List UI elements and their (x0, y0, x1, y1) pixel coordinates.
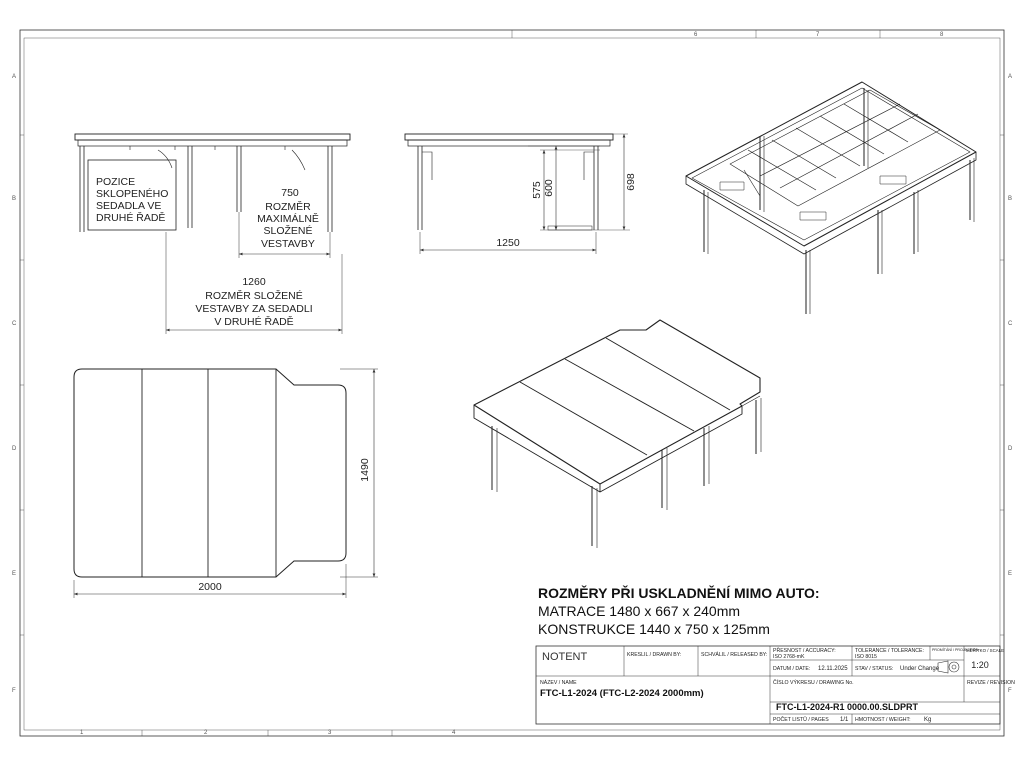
zone-col-2: 2 (204, 730, 208, 736)
dimension-750-label-2: MAXIMÁLNĚ (257, 213, 319, 225)
seat-note-line-2: SKLOPENÉHO (96, 188, 169, 200)
zone-col-8: 8 (940, 32, 944, 38)
accuracy-label: PŘESNOST / ACCURACY: (773, 648, 836, 654)
company-name: NOTENT (542, 651, 588, 663)
dimension-1260-label-3: V DRUHÉ ŘADĚ (214, 316, 294, 328)
zone-row-d-right: D (1008, 446, 1013, 452)
name-value: FTC-L1-2024 (FTC-L2-2024 2000mm) (540, 688, 704, 699)
drawing-no-value: FTC-L1-2024-R1 0000.00.SLDPRT (776, 702, 919, 712)
weight-value: Kg (924, 717, 932, 723)
zone-row-e-right: E (1008, 571, 1013, 577)
seat-note-line-1: POZICE (96, 176, 136, 188)
scale-label: MĚŘÍTKO / SCALE (966, 648, 1005, 653)
dimension-750 (239, 187, 330, 258)
zone-col-6: 6 (694, 32, 698, 38)
accuracy-value: ISO 2768-mK (773, 654, 805, 660)
name-label: NÁZEV / NAME (540, 680, 577, 686)
status-value: Under Change (900, 666, 940, 672)
top-view (74, 369, 378, 598)
dimension-2000-value: 2000 (198, 581, 222, 593)
pages-label: POČET LISTŮ / PAGES (773, 717, 829, 723)
storage-notes (538, 584, 820, 637)
zone-row-d: D (12, 446, 17, 452)
title-block-text (540, 646, 1015, 723)
pages-value: 1/1 (840, 717, 849, 723)
side-view-dimensions (420, 134, 637, 254)
side-view (405, 134, 613, 230)
dimension-1260 (166, 232, 342, 334)
projection-label: PROMÍTÁNÍ / PROJECTION (932, 648, 979, 652)
zone-row-a: A (12, 74, 17, 80)
dimension-1260-label-2: VESTAVBY ZA SEDADLI (195, 303, 313, 315)
seat-note-line-3: SEDADLA VE (96, 200, 162, 212)
dimension-750-label-4: VESTAVBY (261, 238, 315, 250)
drawing-no-label: ČÍSLO VÝKRESU / DRAWING No. (773, 680, 854, 686)
zone-row-b-right: B (1008, 196, 1013, 202)
scale-value: 1:20 (971, 660, 989, 670)
dimension-1260-label-1: ROZMĚR SLOŽENÉ (205, 290, 303, 302)
tolerance-label: TOLERANCE / TOLERANCE: (855, 648, 924, 654)
notes-heading: ROZMĚRY PŘI USKLADNĚNÍ MIMO AUTO: (538, 585, 820, 601)
frame-zone-labels (12, 32, 1013, 736)
zone-row-a-right: A (1008, 74, 1013, 80)
zone-row-c-right: C (1008, 321, 1013, 327)
dimension-698-value: 698 (625, 173, 637, 191)
drawing-frame (20, 30, 1004, 736)
isometric-mattress-view (474, 320, 761, 548)
dimension-1250-value: 1250 (496, 237, 520, 249)
isometric-frame-view (686, 82, 976, 314)
dimension-1490-value: 1490 (359, 458, 371, 482)
zone-row-f: F (12, 688, 16, 694)
notes-construction: KONSTRUKCE 1440 x 750 x 125mm (538, 621, 770, 637)
tolerance-value: ISO 8015 (855, 654, 877, 660)
seat-position-note (96, 176, 168, 224)
dimension-1260-value: 1260 (242, 276, 266, 288)
zone-col-7: 7 (816, 32, 820, 38)
released-by-label: SCHVÁLIL / RELEASED BY: (701, 652, 768, 658)
dimension-750-label-3: SLOŽENÉ (263, 225, 313, 237)
zone-row-b: B (12, 196, 17, 202)
zone-row-c: C (12, 321, 17, 327)
weight-label: HMOTNOST / WEIGHT: (855, 717, 911, 723)
dimension-750-label-1: ROZMĚR (265, 201, 311, 213)
dimension-750-value: 750 (281, 187, 299, 199)
notes-mattress: MATRACE 1480 x 667 x 240mm (538, 603, 741, 619)
date-value: 12.11.2025 (818, 666, 848, 672)
status-label: STAV / STATUS: (855, 666, 894, 672)
drawn-by-label: KRESLIL / DRAWN BY: (627, 652, 682, 658)
zone-col-3: 3 (328, 730, 332, 736)
zone-col-4: 4 (452, 730, 456, 736)
title-block (536, 646, 1000, 724)
dimension-575-value: 575 (531, 181, 543, 199)
zone-row-f-right: F (1008, 688, 1012, 694)
dimension-600-value: 600 (543, 179, 555, 197)
seat-note-line-4: DRUHÉ ŘADĚ (96, 212, 166, 224)
date-label: DATUM / DATE: (773, 666, 811, 672)
zone-row-e: E (12, 571, 17, 577)
revision-label: REVIZE / REVISION (967, 680, 1015, 686)
zone-col-1: 1 (80, 730, 84, 736)
